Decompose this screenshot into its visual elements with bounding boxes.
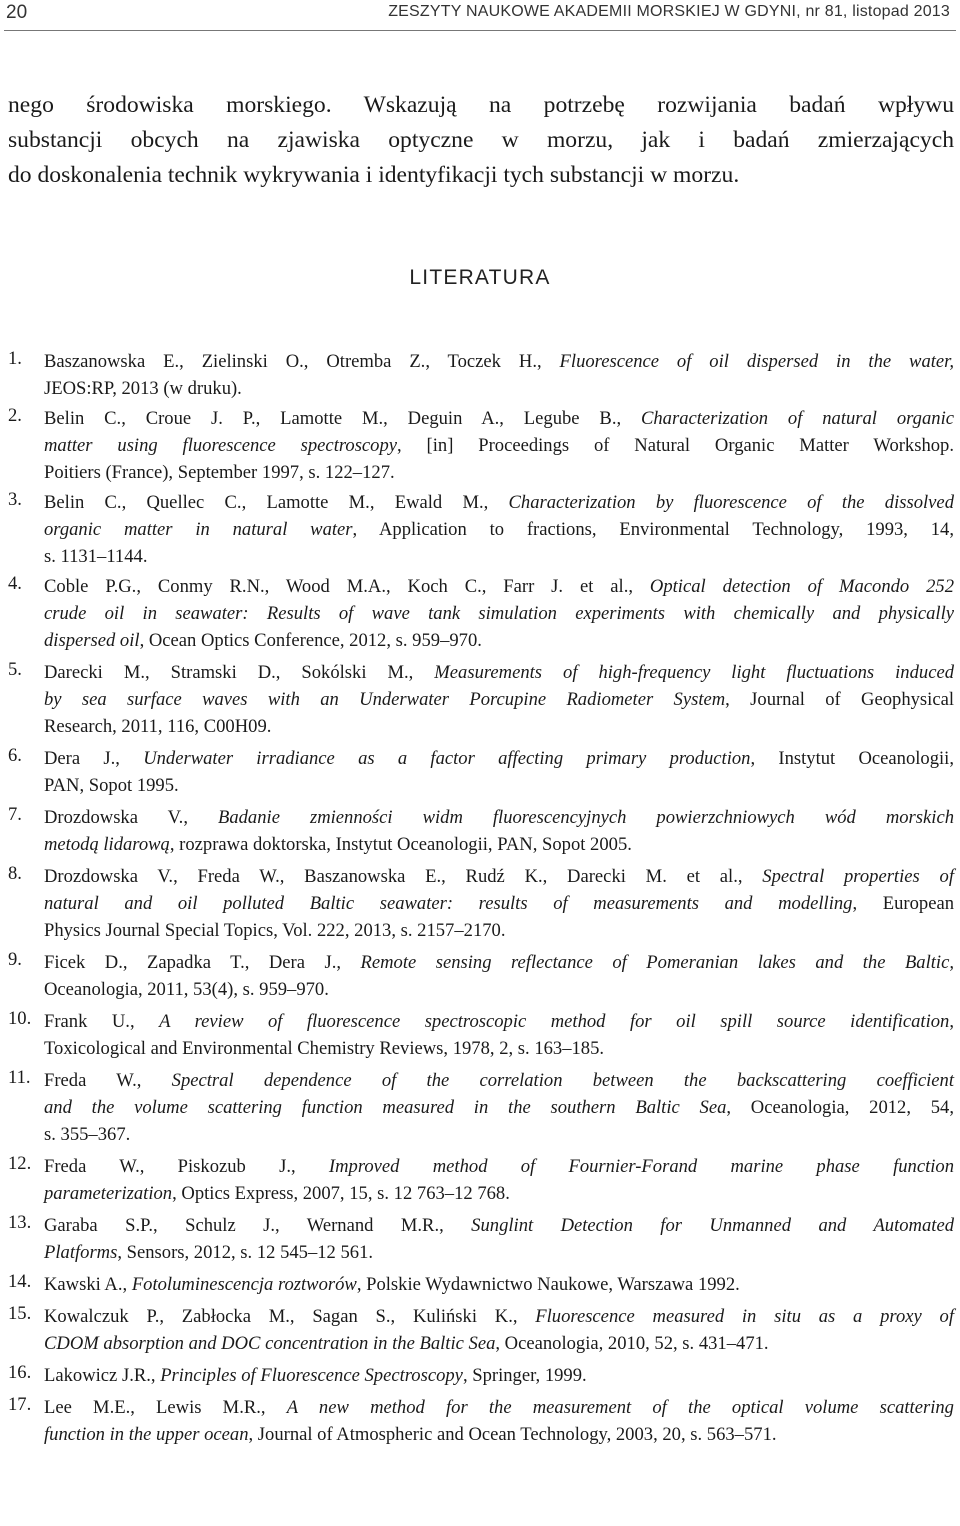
- reference-tail: , Springer, 1999.: [462, 1365, 587, 1386]
- reference-line: [44, 348, 954, 375]
- reference-line: [44, 1362, 954, 1389]
- reference-line: [44, 1330, 954, 1357]
- reference-number: 15.: [8, 1303, 32, 1324]
- reference-item: [8, 1212, 954, 1266]
- reference-number: 4.: [8, 573, 22, 594]
- reference-title: natural and oil polluted Baltic seawater: results of measurements and modelling: [44, 893, 853, 914]
- page-header: [0, 0, 960, 34]
- reference-tail: , rozprawa doktorska, Instytut Oceanologii, PAN, Sopot 2005.: [169, 834, 632, 855]
- reference-plain: Toxicological and Environmental Chemistry Reviews, 1978, 2, s. 163–185.: [44, 1038, 605, 1059]
- reference-tail: , Oceanologia, 2010, 52, s. 431–471.: [495, 1333, 769, 1354]
- reference-plain: JEOS:RP, 2013 (w druku).: [44, 378, 242, 399]
- intro-paragraph: [8, 88, 954, 193]
- reference-list: [8, 348, 954, 1448]
- reference-number: 3.: [8, 489, 22, 510]
- reference-title: Improved method of Fournier-Forand marine phase function: [328, 1156, 955, 1177]
- reference-plain: Darecki M., Stramski D., Sokólski M.,: [44, 662, 435, 683]
- reference-line: [44, 831, 954, 858]
- reference-plain: Lakowicz J.R.,: [44, 1365, 161, 1386]
- reference-plain: s. 355–367.: [44, 1124, 131, 1145]
- reference-plain: Drozdowska V.,: [44, 807, 218, 828]
- reference-plain: Belin C., Quellec C., Lamotte M., Ewald M.,: [44, 492, 509, 513]
- reference-title: Fotoluminescencja roztworów: [131, 1274, 357, 1295]
- reference-line: [44, 489, 954, 516]
- reference-plain: Frank U.,: [44, 1011, 160, 1032]
- reference-line: [44, 1271, 954, 1298]
- reference-item: [8, 1067, 954, 1148]
- reference-item: [8, 1362, 954, 1389]
- reference-title: Fluorescence measured in situ as a proxy of: [535, 1306, 955, 1327]
- reference-line: [44, 516, 954, 543]
- reference-line: [44, 543, 954, 570]
- reference-item: [8, 949, 954, 1003]
- reference-title: Measurements of high-frequency light fluctuations induced: [434, 662, 954, 683]
- reference-title: Principles of Fluorescence Spectroscopy: [160, 1365, 463, 1386]
- page-number: 20: [6, 2, 28, 23]
- reference-number: 8.: [8, 863, 22, 884]
- reference-tail: , [in] Proceedings of Natural Organic Matter Workshop.: [397, 435, 955, 456]
- reference-title: Optical detection of Macondo 252: [649, 576, 955, 597]
- reference-tail: , Journal of Geophysical: [725, 689, 954, 710]
- reference-line: [44, 1094, 954, 1121]
- reference-number: 13.: [8, 1212, 32, 1233]
- reference-line: [44, 713, 954, 740]
- reference-title: Remote sensing reflectance of Pomeranian lakes and the Baltic,: [360, 952, 954, 973]
- reference-title: Characterization by fluorescence of the dissolved: [508, 492, 954, 513]
- reference-line: [44, 863, 954, 890]
- reference-number: 11.: [8, 1067, 31, 1088]
- reference-title: and the volume scattering function measured in the southern Baltic Sea: [44, 1097, 727, 1118]
- reference-line: [44, 890, 954, 917]
- reference-title: crude oil in seawater: Results of wave tank simulation experiments with chemically and physically: [44, 603, 954, 624]
- reference-line: [44, 1067, 954, 1094]
- reference-title: Platforms: [44, 1242, 118, 1263]
- reference-item: [8, 489, 954, 570]
- reference-plain: Drozdowska V., Freda W., Baszanowska E., Rudź K., Darecki M. et al.,: [44, 866, 763, 887]
- reference-tail: , Journal of Atmospheric and Ocean Technology, 2003, 20, s. 563–571.: [248, 1424, 777, 1445]
- reference-tail: , European: [852, 893, 954, 914]
- reference-tail: , Ocean Optics Conference, 2012, s. 959–970.: [139, 630, 482, 651]
- intro-line: nego środowiska morskiego. Wskazują na potrzebę rozwijania badań wpływu: [8, 92, 954, 118]
- reference-number: 17.: [8, 1394, 32, 1415]
- reference-title: by sea surface waves with an Underwater Porcupine Radiometer System: [44, 689, 726, 710]
- reference-line: [44, 686, 954, 713]
- reference-item: [8, 1271, 954, 1298]
- reference-line: [44, 659, 954, 686]
- reference-tail: , Sensors, 2012, s. 12 545–12 561.: [117, 1242, 374, 1263]
- reference-line: [44, 804, 954, 831]
- reference-item: [8, 1008, 954, 1062]
- reference-line: [44, 1180, 954, 1207]
- reference-line: [44, 375, 954, 402]
- reference-tail: , Oceanologia, 2012, 54,: [726, 1097, 955, 1118]
- reference-plain: Freda W.,: [44, 1070, 172, 1091]
- reference-number: 7.: [8, 804, 22, 825]
- reference-plain: Dera J.,: [44, 748, 144, 769]
- reference-plain: Baszanowska E., Zielinski O., Otremba Z., Toczek H.,: [44, 351, 560, 372]
- reference-title: A new method for the measurement of the optical volume scattering: [286, 1397, 954, 1418]
- reference-line: [44, 949, 954, 976]
- reference-item: [8, 1303, 954, 1357]
- reference-tail: , Application to fractions, Environmental Technology, 1993, 14,: [352, 519, 954, 540]
- reference-tail: , Polskie Wydawnictwo Naukowe, Warszawa 1992.: [356, 1274, 740, 1295]
- reference-number: 5.: [8, 659, 22, 680]
- reference-item: [8, 1394, 954, 1448]
- reference-line: [44, 1421, 954, 1448]
- reference-line: [44, 1121, 954, 1148]
- reference-line: [44, 1394, 954, 1421]
- reference-plain: Belin C., Croue J. P., Lamotte M., Deguin A., Legube B.,: [44, 408, 641, 429]
- reference-line: [44, 772, 954, 799]
- reference-line: [44, 917, 954, 944]
- reference-number: 12.: [8, 1153, 32, 1174]
- reference-item: [8, 804, 954, 858]
- reference-plain: Garaba S.P., Schulz J., Wernand M.R.,: [44, 1215, 472, 1236]
- reference-plain: Kowalczuk P., Zabłocka M., Sagan S., Kuliński K.,: [44, 1306, 536, 1327]
- reference-title: Fluorescence of oil dispersed in the water,: [559, 351, 954, 372]
- reference-line: [44, 459, 954, 486]
- intro-line: do doskonalenia technik wykrywania i identyfikacji tych substancji w morzu.: [8, 162, 740, 188]
- reference-title: metodą lidarową: [44, 834, 170, 855]
- reference-title: matter using fluorescence spectroscopy: [44, 435, 398, 456]
- reference-title: Spectral dependence of the correlation between the backscattering coefficient: [171, 1070, 955, 1091]
- reference-plain: Lee M.E., Lewis M.R.,: [44, 1397, 287, 1418]
- reference-item: [8, 863, 954, 944]
- reference-title: parameterization: [44, 1183, 173, 1204]
- reference-plain: Oceanologia, 2011, 53(4), s. 959–970.: [44, 979, 329, 1000]
- reference-plain: PAN, Sopot 1995.: [44, 775, 179, 796]
- reference-title: CDOM absorption and DOC concentration in the Baltic Sea: [44, 1333, 496, 1354]
- reference-line: [44, 627, 954, 654]
- reference-line: [44, 1303, 954, 1330]
- reference-line: [44, 432, 954, 459]
- reference-line: [44, 405, 954, 432]
- reference-number: 6.: [8, 745, 22, 766]
- header-rule: [4, 30, 956, 31]
- reference-number: 16.: [8, 1362, 32, 1383]
- reference-line: [44, 1035, 954, 1062]
- section-title: LITERATURA: [409, 266, 551, 289]
- reference-title: function in the upper ocean: [44, 1424, 249, 1445]
- reference-line: [44, 1153, 954, 1180]
- reference-plain: Freda W., Piskozub J.,: [44, 1156, 329, 1177]
- reference-line: [44, 1008, 954, 1035]
- reference-number: 1.: [8, 348, 22, 369]
- running-head: ZESZYTY NAUKOWE AKADEMII MORSKIEJ W GDYNI, nr 81, listopad 2013: [388, 3, 950, 20]
- reference-item: [8, 745, 954, 799]
- reference-title: Badanie zmienności widm fluorescencyjnych powierzchniowych wód morskich: [217, 807, 954, 828]
- reference-title: Underwater irradiance as a factor affecting primary production: [143, 748, 751, 769]
- reference-plain: Coble P.G., Conmy R.N., Wood M.A., Koch C., Farr J. et al.,: [44, 576, 650, 597]
- reference-line: [44, 745, 954, 772]
- reference-item: [8, 659, 954, 740]
- reference-line: [44, 573, 954, 600]
- reference-tail: , Instytut Oceanologii,: [750, 748, 954, 769]
- reference-line: [44, 1239, 954, 1266]
- reference-number: 2.: [8, 405, 22, 426]
- reference-tail: , Optics Express, 2007, 15, s. 12 763–12 768.: [172, 1183, 510, 1204]
- reference-title: Sunglint Detection for Unmanned and Automated: [471, 1215, 954, 1236]
- reference-title: organic matter in natural water: [44, 519, 353, 540]
- reference-item: [8, 348, 954, 402]
- reference-number: 10.: [8, 1008, 32, 1029]
- reference-plain: Poitiers (France), September 1997, s. 122–127.: [44, 462, 395, 483]
- reference-title: Spectral properties of: [762, 866, 954, 887]
- reference-plain: s. 1131–1144.: [44, 546, 148, 567]
- intro-line: substancji obcych na zjawiska optyczne w morzu, jak i badań zmierzających: [8, 127, 954, 153]
- reference-number: 14.: [8, 1271, 32, 1292]
- reference-plain: Research, 2011, 116, C00H09.: [44, 716, 272, 737]
- reference-line: [44, 600, 954, 627]
- reference-tail: ,: [949, 1011, 954, 1032]
- reference-plain: Physics Journal Special Topics, Vol. 222, 2013, s. 2157–2170.: [44, 920, 506, 941]
- reference-line: [44, 1212, 954, 1239]
- reference-item: [8, 1153, 954, 1207]
- reference-title: dispersed oil: [44, 630, 140, 651]
- reference-item: [8, 573, 954, 654]
- reference-item: [8, 405, 954, 486]
- reference-title: Characterization of natural organic: [640, 408, 954, 429]
- reference-title: A review of fluorescence spectroscopic method for oil spill source identification: [159, 1011, 950, 1032]
- reference-plain: Kawski A.,: [44, 1274, 132, 1295]
- reference-line: [44, 976, 954, 1003]
- reference-plain: Ficek D., Zapadka T., Dera J.,: [44, 952, 361, 973]
- reference-number: 9.: [8, 949, 22, 970]
